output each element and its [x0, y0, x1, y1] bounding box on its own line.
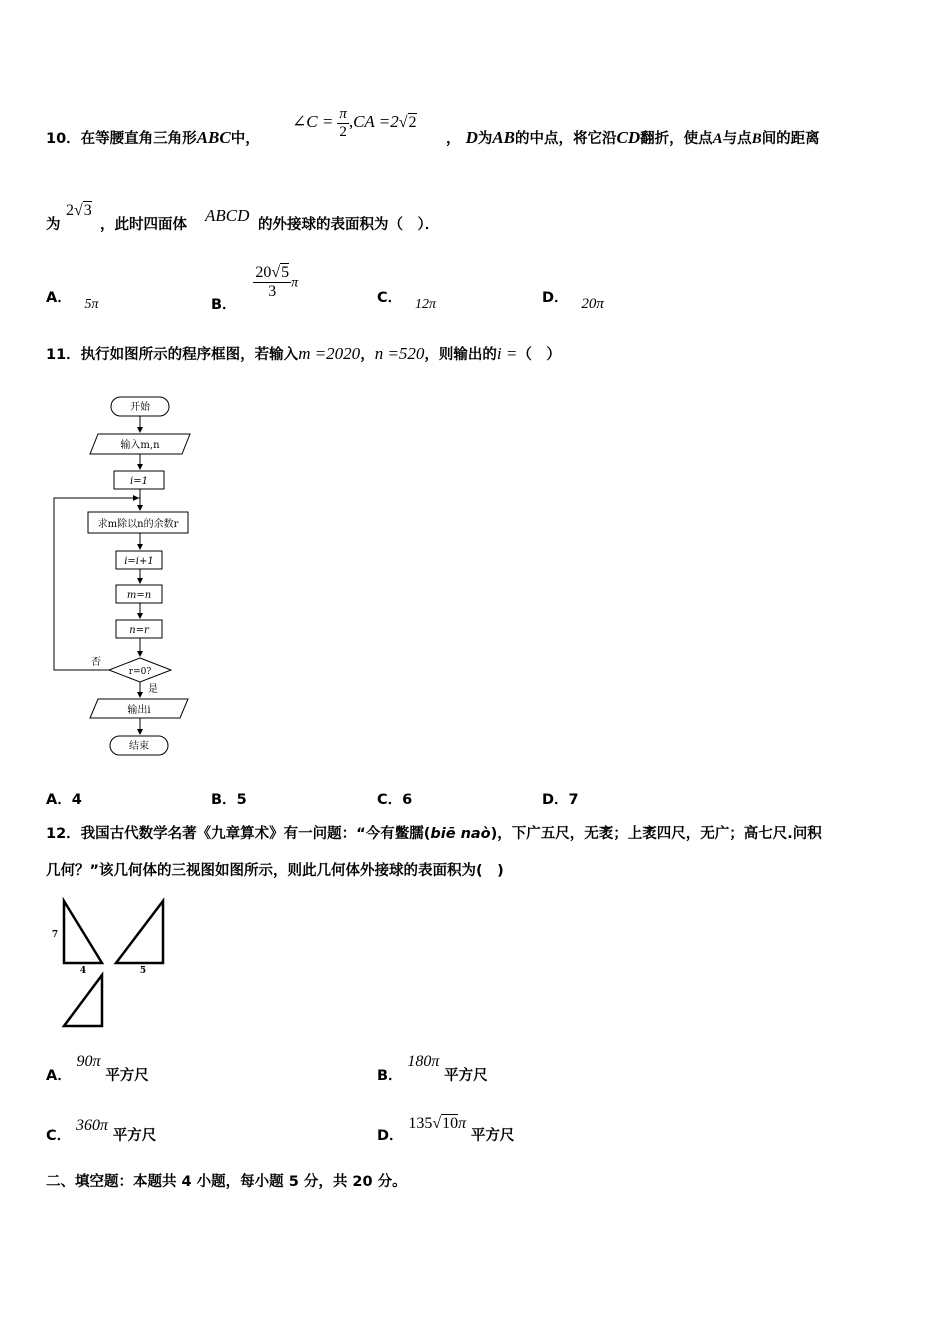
q12-option-d[interactable]: D． 135√10π 平方尺: [377, 1115, 515, 1144]
q11-i: i =: [496, 344, 518, 363]
front-view: [64, 901, 102, 963]
q10-line2-mid: ，此时四面体: [100, 217, 187, 233]
flow-output-text: 输出i: [127, 705, 151, 716]
flow-m-text: m=n: [126, 590, 152, 601]
q10-zhong: 中，: [230, 131, 260, 147]
q11-n: n =520: [374, 344, 425, 363]
width-label-5: 5: [139, 966, 147, 976]
q12-option-c[interactable]: C． 360π 平方尺: [46, 1117, 157, 1144]
q11-option-c[interactable]: C．6: [377, 792, 413, 808]
side-view: [116, 901, 163, 963]
q12-d-value: 135√10π: [408, 1115, 467, 1132]
height-label: 7: [51, 930, 59, 940]
width-label-4: 4: [79, 966, 87, 976]
q10-2sqrt3: 2√3: [66, 202, 92, 219]
q12-pinyin: biē naò: [430, 826, 491, 842]
q10-option-a[interactable]: A． 5π: [46, 290, 99, 312]
flow-end-text: 结束: [129, 741, 149, 752]
flow-no-label: 否: [91, 657, 101, 668]
q10-line2: 为: [46, 217, 61, 233]
q10-b-frac: $\frac{20√5}{3}$: [255, 264, 290, 300]
q10-A: A: [712, 131, 723, 147]
q10-line1: [46, 127, 260, 148]
q10-AB: AB: [492, 128, 516, 147]
q12-line1: 12．我国古代数学名著《九章算术》有一问题：“今有鳖臑(biē naò)，下广五尺，无袤；上袤四尺，无广；高七尺.问积: [46, 826, 822, 842]
q10-prefix: 10．在等腰直角三角形: [46, 131, 197, 147]
q11-option-d[interactable]: D．7: [542, 792, 579, 808]
q10-D: D: [465, 128, 478, 147]
flow-rem-text: 求m除以n的余数r: [97, 519, 179, 530]
top-view: [64, 975, 102, 1026]
q10-ABCD: ABCD: [205, 206, 250, 225]
section-2-heading: 二、填空题：本题共 4 小题，每小题 5 分，共 20 分。: [46, 1174, 407, 1190]
q12-option-a[interactable]: A． 90π 平方尺: [46, 1053, 149, 1084]
flow-inc-text: i=i+1: [124, 556, 154, 567]
q11-stem: 11．执行如图所示的程序框图，若输入m =2020，n =520，则输出的i =（ ）: [46, 344, 561, 363]
q11-m: m =2020: [298, 344, 361, 363]
q10-line1-rest: ， D为AB的中点，将它沿CD翻折，使点A与点B间的距离: [446, 128, 820, 147]
three-view-figure: [46, 893, 176, 1033]
q11-option-b[interactable]: B．5: [211, 792, 247, 808]
q12-option-b[interactable]: B． 180π 平方尺: [377, 1053, 488, 1084]
flow-n-text: n=r: [129, 625, 149, 636]
q10-B: B: [751, 131, 762, 147]
q11-option-a[interactable]: A．4: [46, 792, 82, 808]
q10-ca: ,CA =2: [348, 112, 399, 132]
flowchart: [40, 390, 220, 760]
q10-angle-lhs: ∠C =: [292, 112, 334, 132]
flow-start-text: 开始: [130, 402, 150, 413]
flow-cond-text: r=0?: [128, 667, 152, 677]
q10-sqrt2: 2: [408, 114, 417, 132]
flow-input-text: 输入m,n: [120, 440, 160, 451]
flow-init-text: i=1: [130, 476, 148, 487]
q10-option-b[interactable]: B． $\frac{20√5}{3}$ π: [211, 264, 299, 313]
q10-option-d[interactable]: D． 20π: [542, 290, 604, 312]
flow-yes-label: 是: [148, 684, 158, 695]
q10-option-c[interactable]: C． 12π: [377, 290, 436, 312]
q10-CD: CD: [616, 128, 641, 147]
q12-line2: 几何？”该几何体的三视图如图所示，则此几何体外接球的表面积为( ): [46, 863, 504, 879]
q10-angle-expr: ∠C = $\frac{\pi}{2}$ ,CA =2√2: [292, 106, 417, 140]
q10-line2-end: 的外接球的表面积为（ ）．: [258, 217, 440, 233]
q10-tri: ABC: [196, 128, 231, 147]
q10-pi-over-2: $\frac{\pi}{2}$: [339, 106, 347, 140]
